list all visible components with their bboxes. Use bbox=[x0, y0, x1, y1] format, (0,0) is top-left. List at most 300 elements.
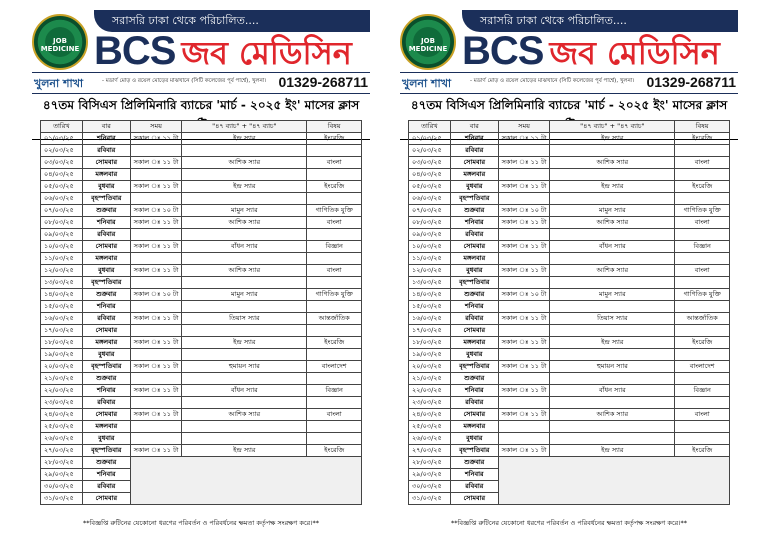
table-row bbox=[409, 337, 730, 349]
teacher-cell bbox=[550, 229, 675, 241]
time-cell: সকাল ঃ ১১ টা bbox=[498, 157, 549, 169]
teacher-cell bbox=[182, 169, 307, 181]
teacher-cell: আশিক স্যার bbox=[550, 157, 675, 169]
routine-table bbox=[40, 120, 362, 505]
table-row bbox=[41, 229, 362, 241]
day-cell: সোমবার bbox=[82, 409, 130, 421]
logo-text: JOB MEDICINE bbox=[408, 37, 448, 53]
time-cell: সকাল ঃ ১১ টা bbox=[130, 409, 181, 421]
table-row bbox=[41, 253, 362, 265]
time-cell: সকাল ঃ ১১ টা bbox=[498, 133, 549, 145]
subject-cell: আন্তর্জাতিক bbox=[307, 313, 362, 325]
banner bbox=[400, 10, 738, 96]
teacher-cell: মামুন স্যার bbox=[550, 289, 675, 301]
day-cell: বৃহস্পতিবার bbox=[450, 445, 498, 457]
day-cell: মঙ্গলবার bbox=[450, 253, 498, 265]
teacher-cell bbox=[550, 193, 675, 205]
day-cell: শনিবার bbox=[82, 385, 130, 397]
subject-cell: ইংরেজি bbox=[307, 133, 362, 145]
tagline: সরাসরি ঢাকা থেকে পরিচালিত.... bbox=[462, 10, 738, 32]
date-cell: ১৫/০৩/২৫ bbox=[41, 301, 83, 313]
table-row bbox=[41, 241, 362, 253]
subject-cell: গাণিতিক যুক্তি bbox=[307, 205, 362, 217]
table-row bbox=[409, 205, 730, 217]
time-cell bbox=[130, 325, 181, 337]
teacher-cell: তিয়াস স্যার bbox=[550, 313, 675, 325]
teacher-cell bbox=[182, 421, 307, 433]
subject-cell: বাংলা bbox=[675, 157, 730, 169]
time-cell: সকাল ঃ ১১ টা bbox=[498, 445, 549, 457]
day-cell: শুক্রবার bbox=[450, 457, 498, 469]
brand-bcs: BCS bbox=[462, 29, 544, 73]
table-row bbox=[41, 289, 362, 301]
date-cell: ১১/০৩/২৫ bbox=[409, 253, 451, 265]
info-bar bbox=[400, 72, 738, 94]
subject-cell bbox=[675, 433, 730, 445]
tagline: সরাসরি ঢাকা থেকে পরিচালিত.... bbox=[94, 10, 370, 32]
day-cell: বৃহস্পতিবার bbox=[450, 361, 498, 373]
time-cell: সকাল ঃ ১১ টা bbox=[130, 361, 181, 373]
date-cell: ২৮/০৩/২৫ bbox=[409, 457, 451, 469]
subject-cell bbox=[307, 349, 362, 361]
table-row bbox=[41, 361, 362, 373]
subject-cell bbox=[675, 277, 730, 289]
date-cell: ২০/০৩/২৫ bbox=[409, 361, 451, 373]
table-row bbox=[41, 313, 362, 325]
subject-cell: গাণিতিক যুক্তি bbox=[675, 205, 730, 217]
subject-cell: বিজ্ঞান bbox=[307, 241, 362, 253]
date-cell: ১৯/০৩/২৫ bbox=[409, 349, 451, 361]
teacher-cell bbox=[182, 397, 307, 409]
subject-cell: ইংরেজি bbox=[307, 181, 362, 193]
day-cell: শনিবার bbox=[82, 469, 130, 481]
time-cell bbox=[498, 169, 549, 181]
time-cell: সকাল ঃ ১১ টা bbox=[498, 361, 549, 373]
date-cell: ৩০/০৩/২৫ bbox=[41, 481, 83, 493]
table-header-row bbox=[409, 121, 730, 133]
teacher-cell bbox=[182, 253, 307, 265]
subject-cell bbox=[307, 433, 362, 445]
time-cell bbox=[130, 169, 181, 181]
table-row bbox=[41, 181, 362, 193]
date-cell: ১৩/০৩/২৫ bbox=[409, 277, 451, 289]
time-cell: সকাল ঃ ১১ টা bbox=[130, 337, 181, 349]
subject-cell: বিজ্ঞান bbox=[675, 241, 730, 253]
table-row bbox=[41, 217, 362, 229]
table-row bbox=[409, 265, 730, 277]
table-row bbox=[41, 193, 362, 205]
brand-job-medicine: জব মেডিসিন bbox=[181, 34, 352, 72]
time-cell bbox=[498, 253, 549, 265]
day-cell: মঙ্গলবার bbox=[82, 337, 130, 349]
subject-cell: বাংলা bbox=[307, 409, 362, 421]
teacher-cell bbox=[182, 373, 307, 385]
teacher-cell: আশিক স্যার bbox=[550, 217, 675, 229]
day-cell: শনিবার bbox=[450, 301, 498, 313]
time-cell: সকাল ঃ ১১ টা bbox=[498, 181, 549, 193]
table-row bbox=[409, 349, 730, 361]
subject-cell bbox=[307, 145, 362, 157]
column-header: বার bbox=[82, 121, 130, 133]
date-cell: ৩০/০৩/২৫ bbox=[409, 481, 451, 493]
date-cell: ১০/০৩/২৫ bbox=[41, 241, 83, 253]
date-cell: ২৩/০৩/২৫ bbox=[41, 397, 83, 409]
day-cell: মঙ্গলবার bbox=[450, 337, 498, 349]
subject-cell: বাংলা bbox=[307, 217, 362, 229]
teacher-cell bbox=[550, 145, 675, 157]
table-row bbox=[409, 421, 730, 433]
time-cell bbox=[130, 229, 181, 241]
table-row bbox=[41, 373, 362, 385]
table-row bbox=[41, 325, 362, 337]
teacher-cell: ইন্দ্র স্যার bbox=[182, 133, 307, 145]
date-cell: ১২/০৩/২৫ bbox=[41, 265, 83, 277]
logo-text: JOB MEDICINE bbox=[40, 37, 80, 53]
day-cell: শুক্রবার bbox=[82, 205, 130, 217]
day-cell: বৃহস্পতিবার bbox=[82, 445, 130, 457]
date-cell: ২৬/০৩/২৫ bbox=[41, 433, 83, 445]
time-cell: সকাল ঃ ১০ টা bbox=[498, 205, 549, 217]
table-row bbox=[41, 157, 362, 169]
date-cell: ১০/০৩/২৫ bbox=[409, 241, 451, 253]
day-cell: বৃহস্পতিবার bbox=[450, 277, 498, 289]
column-header: "৪৭ ব্যাচ" + "৪৭ ব্যাচ" bbox=[182, 121, 307, 133]
time-cell bbox=[498, 325, 549, 337]
table-row bbox=[409, 457, 730, 469]
date-cell: ০৯/০৩/২৫ bbox=[409, 229, 451, 241]
time-cell bbox=[498, 193, 549, 205]
table-row bbox=[409, 373, 730, 385]
day-cell: সোমবার bbox=[82, 493, 130, 505]
subject-cell: ইংরেজি bbox=[307, 337, 362, 349]
date-cell: ২৭/০৩/২৫ bbox=[41, 445, 83, 457]
teacher-cell bbox=[182, 229, 307, 241]
table-row bbox=[409, 385, 730, 397]
routine-page-right bbox=[400, 10, 738, 530]
day-cell: রবিবার bbox=[450, 145, 498, 157]
teacher-cell bbox=[550, 397, 675, 409]
banner bbox=[32, 10, 370, 96]
subject-cell bbox=[675, 169, 730, 181]
routine-title: ৪৭তম বিসিএস প্রিলিমিনারি ব্যাচের 'মার্চ - ২০২৫ ইং' মাসের ক্লাস bbox=[32, 97, 370, 140]
teacher-cell: তিয়াস স্যার bbox=[182, 313, 307, 325]
subject-cell: বাংলা bbox=[675, 265, 730, 277]
table-row bbox=[409, 445, 730, 457]
subject-cell bbox=[307, 229, 362, 241]
date-cell: ০২/০৩/২৫ bbox=[409, 145, 451, 157]
date-cell: ১৯/০৩/২৫ bbox=[41, 349, 83, 361]
day-cell: সোমবার bbox=[82, 325, 130, 337]
table-row bbox=[41, 457, 362, 469]
time-cell: সকাল ঃ ১১ টা bbox=[498, 241, 549, 253]
date-cell: ০৯/০৩/২৫ bbox=[41, 229, 83, 241]
date-cell: ২৪/০৩/২৫ bbox=[409, 409, 451, 421]
job-medicine-logo bbox=[32, 14, 88, 70]
routine-table bbox=[408, 120, 730, 505]
brand-name bbox=[94, 28, 352, 72]
table-row bbox=[41, 433, 362, 445]
subject-cell bbox=[307, 253, 362, 265]
subject-cell: ইংরেজি bbox=[675, 181, 730, 193]
table-row bbox=[409, 133, 730, 145]
teacher-cell: আশিক স্যার bbox=[182, 157, 307, 169]
time-cell: সকাল ঃ ১১ টা bbox=[130, 217, 181, 229]
teacher-cell: আশিক স্যার bbox=[550, 409, 675, 421]
day-cell: শুক্রবার bbox=[82, 289, 130, 301]
day-cell: বুধবার bbox=[450, 433, 498, 445]
routine-page-left bbox=[32, 10, 370, 530]
job-medicine-logo bbox=[400, 14, 456, 70]
teacher-cell: ইন্দ্র স্যার bbox=[550, 133, 675, 145]
time-cell bbox=[130, 373, 181, 385]
phone-number: 01329-268711 bbox=[646, 74, 736, 90]
teacher-cell: মামুন স্যার bbox=[550, 205, 675, 217]
day-cell: রবিবার bbox=[450, 313, 498, 325]
teacher-cell bbox=[550, 349, 675, 361]
day-cell: রবিবার bbox=[450, 481, 498, 493]
teacher-cell bbox=[550, 169, 675, 181]
day-cell: মঙ্গলবার bbox=[82, 421, 130, 433]
table-row bbox=[41, 445, 362, 457]
date-cell: ২০/০৩/২৫ bbox=[41, 361, 83, 373]
day-cell: শুক্রবার bbox=[82, 457, 130, 469]
subject-cell: বাংলাদেশ bbox=[675, 361, 730, 373]
subject-cell bbox=[675, 229, 730, 241]
date-cell: ৩১/০৩/২৫ bbox=[409, 493, 451, 505]
teacher-cell: বাঁধন স্যার bbox=[550, 241, 675, 253]
column-header: "৪৭ ব্যাচ" + "৪৭ ব্যাচ" bbox=[550, 121, 675, 133]
teacher-cell bbox=[550, 301, 675, 313]
date-cell: ২২/০৩/২৫ bbox=[41, 385, 83, 397]
time-cell: সকাল ঃ ১১ টা bbox=[130, 157, 181, 169]
time-cell: সকাল ঃ ১১ টা bbox=[130, 241, 181, 253]
time-cell bbox=[498, 349, 549, 361]
day-cell: বৃহস্পতিবার bbox=[82, 361, 130, 373]
subject-cell bbox=[675, 421, 730, 433]
table-row bbox=[409, 397, 730, 409]
column-header: সময় bbox=[498, 121, 549, 133]
day-cell: বুধবার bbox=[82, 349, 130, 361]
time-cell bbox=[130, 349, 181, 361]
date-cell: ২১/০৩/২৫ bbox=[41, 373, 83, 385]
time-cell bbox=[498, 277, 549, 289]
time-cell bbox=[130, 397, 181, 409]
date-cell: ১৪/০৩/২৫ bbox=[41, 289, 83, 301]
time-cell bbox=[130, 145, 181, 157]
time-cell: সকাল ঃ ১১ টা bbox=[498, 313, 549, 325]
day-cell: বৃহস্পতিবার bbox=[82, 277, 130, 289]
subject-cell bbox=[675, 145, 730, 157]
teacher-cell: বাঁধন স্যার bbox=[182, 241, 307, 253]
teacher-cell bbox=[550, 277, 675, 289]
teacher-cell: আশিক স্যার bbox=[182, 217, 307, 229]
subject-cell bbox=[675, 193, 730, 205]
teacher-cell: ইন্দ্র স্যার bbox=[182, 181, 307, 193]
date-cell: ১৮/০৩/২৫ bbox=[409, 337, 451, 349]
date-cell: ০৬/০৩/২৫ bbox=[41, 193, 83, 205]
empty-block bbox=[498, 457, 729, 505]
table-row bbox=[41, 169, 362, 181]
table-row bbox=[41, 133, 362, 145]
date-cell: ১৩/০৩/২৫ bbox=[41, 277, 83, 289]
column-header: বার bbox=[450, 121, 498, 133]
table-row bbox=[41, 205, 362, 217]
day-cell: রবিবার bbox=[82, 145, 130, 157]
day-cell: শনিবার bbox=[450, 133, 498, 145]
subject-cell: ইংরেজি bbox=[675, 337, 730, 349]
time-cell bbox=[498, 145, 549, 157]
subject-cell: ইংরেজি bbox=[675, 445, 730, 457]
day-cell: সোমবার bbox=[450, 157, 498, 169]
subject-cell bbox=[307, 193, 362, 205]
subject-cell bbox=[307, 325, 362, 337]
brand-bcs: BCS bbox=[94, 29, 176, 73]
subject-cell bbox=[675, 253, 730, 265]
teacher-cell bbox=[550, 253, 675, 265]
table-row bbox=[409, 169, 730, 181]
subject-cell: গাণিতিক যুক্তি bbox=[307, 289, 362, 301]
phone-number: 01329-268711 bbox=[278, 74, 368, 90]
day-cell: রবিবার bbox=[82, 313, 130, 325]
time-cell: সকাল ঃ ১১ টা bbox=[498, 337, 549, 349]
time-cell bbox=[498, 397, 549, 409]
time-cell bbox=[498, 421, 549, 433]
column-header: বিষয় bbox=[307, 121, 362, 133]
brand-job-medicine: জব মেডিসিন bbox=[549, 34, 720, 72]
subject-cell: বাংলা bbox=[307, 157, 362, 169]
day-cell: শুক্রবার bbox=[450, 205, 498, 217]
teacher-cell bbox=[182, 325, 307, 337]
table-row bbox=[41, 349, 362, 361]
table-row bbox=[409, 241, 730, 253]
column-header: তারিখ bbox=[409, 121, 451, 133]
teacher-cell bbox=[550, 373, 675, 385]
day-cell: রবিবার bbox=[82, 397, 130, 409]
table-row bbox=[409, 313, 730, 325]
subject-cell: বাংলা bbox=[307, 265, 362, 277]
date-cell: ২৩/০৩/২৫ bbox=[409, 397, 451, 409]
day-cell: সোমবার bbox=[450, 241, 498, 253]
date-cell: ০৪/০৩/২৫ bbox=[41, 169, 83, 181]
brand-name bbox=[462, 28, 720, 72]
date-cell: ২৯/০৩/২৫ bbox=[41, 469, 83, 481]
teacher-cell bbox=[182, 145, 307, 157]
table-row bbox=[409, 181, 730, 193]
subject-cell bbox=[675, 397, 730, 409]
time-cell bbox=[498, 301, 549, 313]
date-cell: ৩১/০৩/২৫ bbox=[41, 493, 83, 505]
subject-cell bbox=[307, 421, 362, 433]
day-cell: সোমবার bbox=[450, 409, 498, 421]
date-cell: ২১/০৩/২৫ bbox=[409, 373, 451, 385]
column-header: তারিখ bbox=[41, 121, 83, 133]
day-cell: বৃহস্পতিবার bbox=[450, 193, 498, 205]
branch-label: খুলনা শাখা bbox=[402, 77, 452, 90]
day-cell: মঙ্গলবার bbox=[450, 421, 498, 433]
table-row bbox=[409, 325, 730, 337]
date-cell: ১৭/০৩/২৫ bbox=[409, 325, 451, 337]
day-cell: শুক্রবার bbox=[82, 373, 130, 385]
table-row bbox=[41, 421, 362, 433]
teacher-cell: আশিক স্যার bbox=[182, 409, 307, 421]
table-row bbox=[409, 157, 730, 169]
day-cell: শনিবার bbox=[450, 385, 498, 397]
address: - মডার্ণ মোড় ও রয়েল মোড়ের মাঝখানে (সিটি কলেজের পূর্ব পার্শ্বে), খুলনা। bbox=[102, 78, 267, 84]
day-cell: শনিবার bbox=[82, 301, 130, 313]
time-cell: সকাল ঃ ১০ টা bbox=[130, 289, 181, 301]
table-row bbox=[41, 385, 362, 397]
subject-cell bbox=[307, 277, 362, 289]
table-row bbox=[409, 229, 730, 241]
time-cell bbox=[130, 433, 181, 445]
table-row bbox=[409, 193, 730, 205]
column-header: সময় bbox=[130, 121, 181, 133]
time-cell bbox=[130, 193, 181, 205]
time-cell: সকাল ঃ ১০ টা bbox=[130, 205, 181, 217]
footnote: **বিজ্ঞপ্তি রুটিনের যেকোনো ধরণের পরিবর্তন ও পরিবর্ধনের ক্ষমতা কর্তৃপক্ষ সংরক্ষণ করে।** bbox=[82, 519, 319, 527]
footnote: **বিজ্ঞপ্তি রুটিনের যেকোনো ধরণের পরিবর্তন ও পরিবর্ধনের ক্ষমতা কর্তৃপক্ষ সংরক্ষণ করে।** bbox=[450, 519, 687, 527]
table-row bbox=[409, 433, 730, 445]
table-row bbox=[41, 409, 362, 421]
date-cell: ০২/০৩/২৫ bbox=[41, 145, 83, 157]
subject-cell: বাংলা bbox=[675, 217, 730, 229]
subject-cell: ইংরেজি bbox=[675, 133, 730, 145]
date-cell: ০৩/০৩/২৫ bbox=[409, 157, 451, 169]
day-cell: মঙ্গলবার bbox=[82, 169, 130, 181]
table-row bbox=[41, 397, 362, 409]
table-row bbox=[409, 361, 730, 373]
day-cell: সোমবার bbox=[82, 241, 130, 253]
teacher-cell: আশিক স্যার bbox=[550, 265, 675, 277]
routine-title: ৪৭তম বিসিএস প্রিলিমিনারি ব্যাচের 'মার্চ - ২০২৫ ইং' মাসের ক্লাস bbox=[400, 97, 738, 140]
table-row bbox=[409, 277, 730, 289]
subject-cell bbox=[675, 349, 730, 361]
date-cell: ০৫/০৩/২৫ bbox=[41, 181, 83, 193]
day-cell: রবিবার bbox=[450, 397, 498, 409]
table-row bbox=[409, 301, 730, 313]
date-cell: ০১/০৩/২৫ bbox=[41, 133, 83, 145]
subject-cell: গাণিতিক যুক্তি bbox=[675, 289, 730, 301]
date-cell: ২৫/০৩/২৫ bbox=[41, 421, 83, 433]
time-cell: সকাল ঃ ১১ টা bbox=[130, 385, 181, 397]
table-row bbox=[409, 409, 730, 421]
date-cell: ২৮/০৩/২৫ bbox=[41, 457, 83, 469]
date-cell: ১৬/০৩/২৫ bbox=[41, 313, 83, 325]
teacher-cell bbox=[550, 421, 675, 433]
time-cell: সকাল ঃ ১১ টা bbox=[498, 385, 549, 397]
day-cell: রবিবার bbox=[82, 229, 130, 241]
subject-cell bbox=[307, 373, 362, 385]
column-header: বিষয় bbox=[675, 121, 730, 133]
day-cell: রবিবার bbox=[450, 229, 498, 241]
table-row bbox=[41, 265, 362, 277]
day-cell: বৃহস্পতিবার bbox=[82, 193, 130, 205]
date-cell: ২৫/০৩/২৫ bbox=[409, 421, 451, 433]
teacher-cell: হুমায়ন স্যার bbox=[550, 361, 675, 373]
date-cell: ০৫/০৩/২৫ bbox=[409, 181, 451, 193]
day-cell: শনিবার bbox=[82, 133, 130, 145]
table-row bbox=[409, 217, 730, 229]
day-cell: সোমবার bbox=[450, 493, 498, 505]
teacher-cell bbox=[182, 277, 307, 289]
day-cell: মঙ্গলবার bbox=[450, 169, 498, 181]
teacher-cell: ইন্দ্র স্যার bbox=[550, 337, 675, 349]
day-cell: বুধবার bbox=[450, 349, 498, 361]
teacher-cell bbox=[550, 325, 675, 337]
teacher-cell: আশিক স্যার bbox=[182, 265, 307, 277]
date-cell: ১১/০৩/২৫ bbox=[41, 253, 83, 265]
table-row bbox=[409, 145, 730, 157]
